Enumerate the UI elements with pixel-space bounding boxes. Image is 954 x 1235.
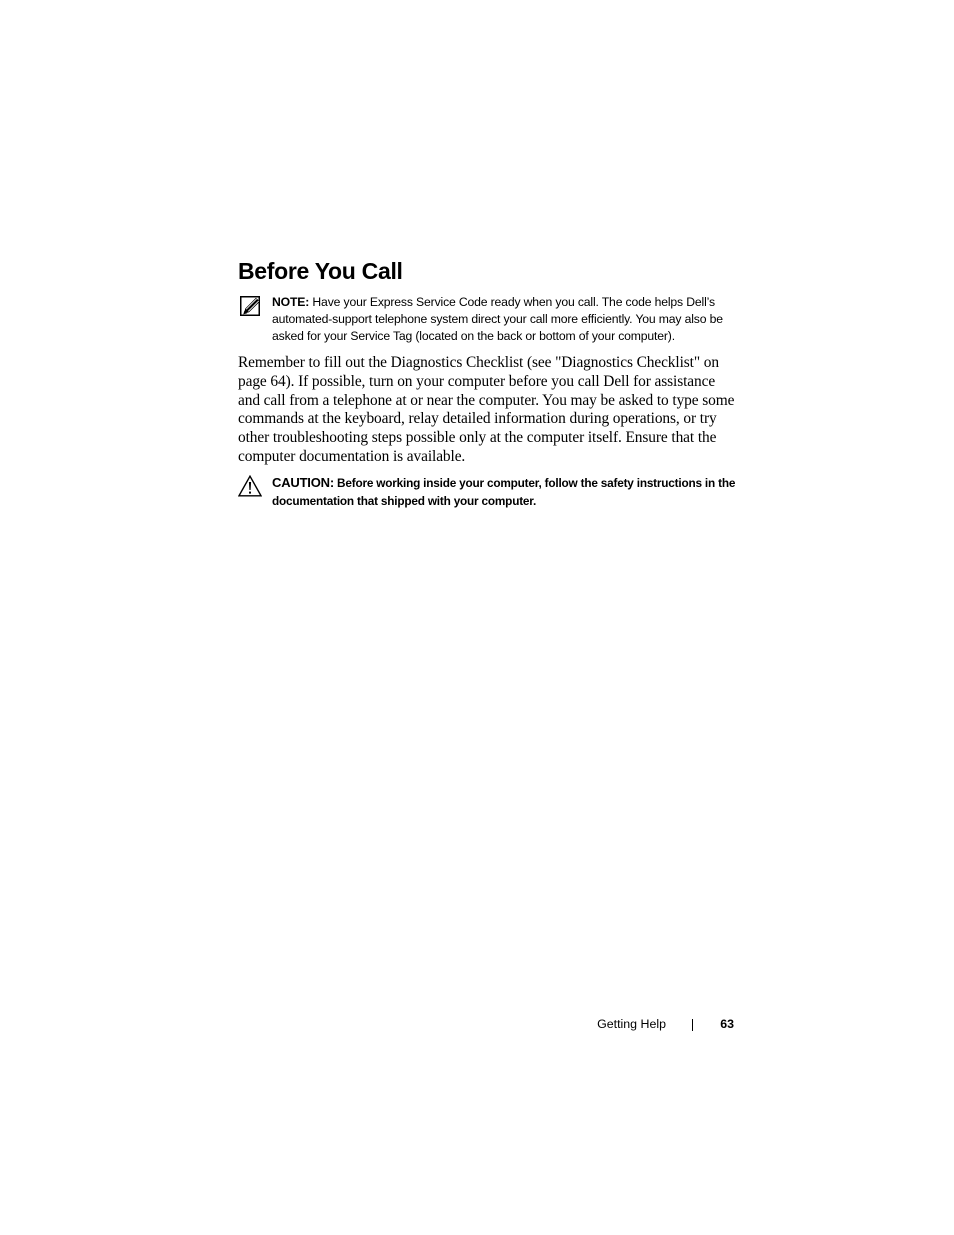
note-body: Have your Express Service Code ready when you call. The code helps Dell’s automated-support telephone system direct your call more efficiently. You may also be asked for your Service Tag (located on the back or bottom of your computer). [272,295,723,344]
note-label: NOTE: [272,295,310,309]
caution-body: Before working inside your computer, follow the safety instructions in the documentation that shipped with your computer. [272,476,736,508]
caution-text [272,474,738,510]
page-title: Before You Call [238,258,403,284]
caution-label: CAUTION: [272,475,334,490]
footer-separator [692,1019,693,1031]
page-number: 63 [720,1017,734,1031]
note-text [272,294,738,346]
body-paragraph: Remember to fill out the Diagnostics Checklist (see "Diagnostics Checklist" on page 64). If possible, turn on your computer before you call Dell for assistance and call from a telephone at or near the computer. You may be asked to type some commands at the keyboard, relay detailed information during operations, or try other troubleshooting steps possible only at the computer itself. Ensure that the computer documentation is available. [238,354,735,465]
pencil-note-icon [240,296,262,316]
footer-section-title: Getting Help [597,1017,666,1031]
warning-triangle-icon [238,475,262,497]
page-footer [540,1014,734,1034]
